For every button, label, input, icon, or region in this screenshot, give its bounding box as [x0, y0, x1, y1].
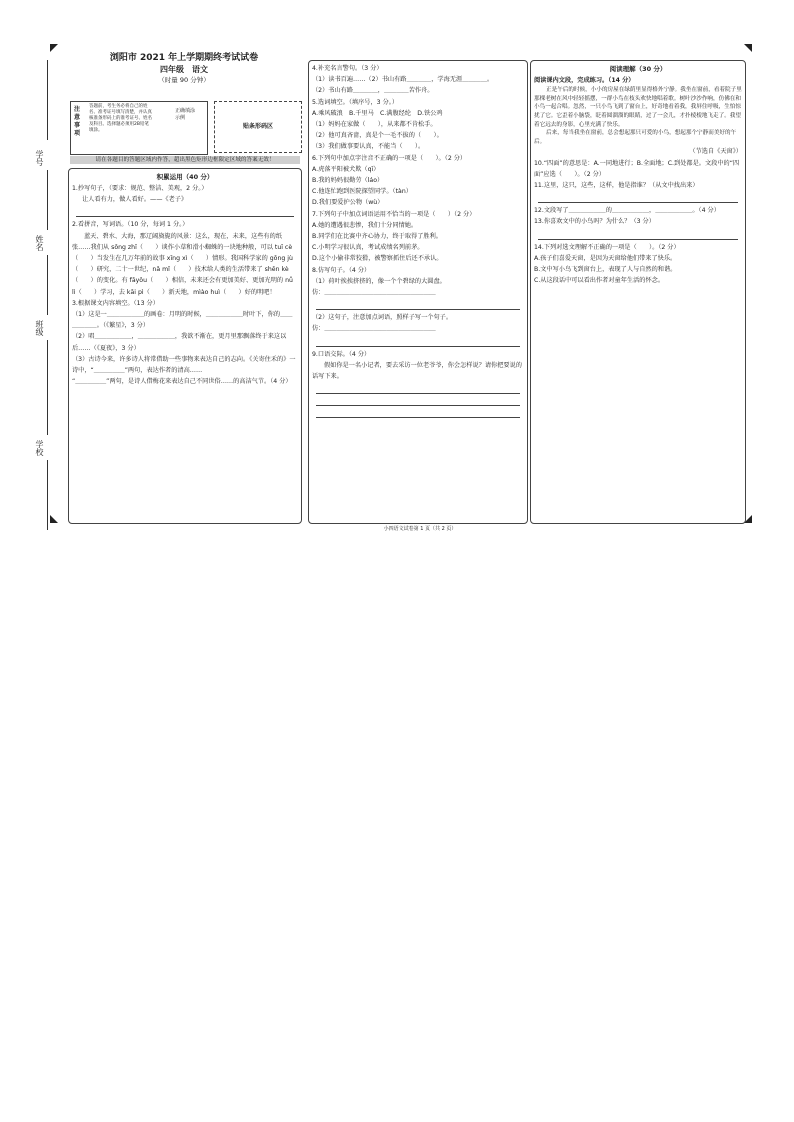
notice-example: 正确填涂示例 [175, 108, 196, 121]
reading-subheading: 阅读课内文段，完成练习。（14 分） [534, 77, 635, 84]
question-4-2: （2）书山有路＿＿＿＿，＿＿＿＿苦作舟。 [312, 87, 434, 95]
option-a: A.她的遭遇很悲惨，我们十分同情她。 [312, 221, 418, 229]
option-d: D.我们要爱护公物（wù） [312, 199, 384, 207]
question-5: 5.选词填空。（填序号，3 分。） [312, 98, 399, 106]
answer-line[interactable] [316, 384, 520, 394]
option-a: A.孩子们喜爱天窗，是因为天窗给他们带来了快乐。 [534, 254, 677, 262]
exam-time: （时量 90 分钟） [158, 76, 210, 84]
question-5-1: （1）妈妈在家做（ ），从来都不肯松手。 [312, 121, 437, 129]
question-14: 14.下列对选文理解不正确的一项是（ ）。（2 分） [534, 243, 680, 251]
question-8: 8.仿写句子。（4 分） [312, 266, 371, 274]
question-13: 13.你喜欢文中的小鸟吗？为什么？（3 分） [534, 218, 655, 226]
question-3-2: （2）唱＿＿＿＿＿＿，＿＿＿＿＿＿，我欲不渐在，更月里那飘落终于来这以后……（《夏夜》，3 分） [72, 333, 287, 352]
option-c: C.小明学习很认真，考试成绩名列前茅。 [312, 244, 424, 252]
crop-mark-top-left [50, 44, 58, 52]
notice-body: 答题前，考生务必将自己的姓名、准考证号填写清楚，并认真核准条形码上的准考证号、姓名及科目。选择题必须用2B铅笔填涂。 [89, 104, 152, 133]
binding-line [47, 170, 48, 230]
reading-heading: 阅读理解（30 分） [609, 65, 667, 73]
question-7: 7.下列句子中加点词语运用不恰当的一项是（ ）（2 分） [312, 210, 476, 218]
question-5-2: （2）他可真吝啬，真是个一毛不拔的（ ）。 [312, 132, 443, 140]
barcode-area: 贴条形码区 [214, 101, 302, 153]
reading-passage-2: 后来，每当我坐在窗前，总会想起那只可爱的小鸟，想起那个宁静而美好的午后。 [534, 130, 737, 145]
binding-label: 姓名 [35, 235, 44, 251]
page-footer: 小四语文试卷第 1 页（共 2 页） [383, 526, 457, 532]
question-4: 4.补充名言警句。（3 分） [312, 65, 383, 72]
answer-line[interactable] [538, 193, 738, 203]
notice-label: 注意事项 [74, 106, 81, 137]
binding-label: 班级 [35, 320, 44, 336]
exam-subject: 四年级 语文 [160, 65, 208, 74]
question-8-1-answer: 仿：＿＿＿＿＿＿＿＿＿＿＿＿＿＿＿＿＿＿ [312, 289, 436, 297]
question-3: 3.根据课文内容填空。（13 分） [72, 299, 159, 307]
binding-line [47, 60, 48, 140]
question-2: 2.看拼音，写词语。（10 分，每词 1 分。） [72, 221, 189, 229]
answer-line[interactable] [316, 337, 520, 347]
answer-line[interactable] [316, 408, 520, 418]
binding-strip [32, 60, 60, 530]
question-6: 6.下列句中加点字注音不正确的一项是（ ）。（2 分） [312, 154, 467, 162]
question-3-4: “＿＿＿＿＿”两句，是诗人借梅花来表达自己不同世俗……的高洁气节。（4 分） [72, 378, 292, 386]
question-1-quote: 让人看有力，做人看好。——《老子》 [82, 196, 188, 204]
section-middle [308, 60, 528, 524]
question-2-text: 蓝天、碧水、大海，那辽阔旖旎的风景：这么，现在，未来，这些有的纸张……我们从 sōng zhī（ ）谈作小草和滑小蜘蛛的一块地种般，可以 tuī cè（ ）当发生在几万年前的故事 xīng xì（ ）情形。我国科学家的 gōng jù（ ）研究，二十一世纪，nǎ mǐ（ ）技术给人类的生活带来了 shēn kè（ ）的变化。有 fāyǒu（ ）相信，未来还会有更加美好、更加光明的 nǚ lì（ ）学习，去 kāi pì（ ）新天地，mìào huì（ ）好的明吧！ [72, 232, 293, 296]
option-a: A.虎落平阳被犬欺（qī） [312, 165, 380, 173]
crop-mark-top-right [744, 44, 752, 52]
question-11: 11.这里，这只，这些，这样，他是指谁？（从文中找出来） [534, 181, 699, 189]
question-1: 1.抄写句子，（要求：规范、整洁、美观，2 分。） [72, 185, 208, 192]
binding-label: 学号 [35, 150, 44, 166]
binding-label: 学校 [35, 440, 44, 456]
option-c: C.他连忙跑到医院探望同学。（tàn） [312, 188, 412, 196]
question-8-2: （2）这句子，注意加点词语，照样子写一个句子。 [312, 314, 453, 322]
answer-line[interactable] [316, 396, 520, 406]
exam-title: 浏阳市 2021 年上学期期终考试试卷 [109, 53, 259, 63]
option-b: B.同学们在比赛中齐心协力，终于取得了胜利。 [312, 233, 442, 241]
reading-passage: 正是午后的时候，小小的房屋在绿荫里显得格外宁静。我坐在窗前，看着院子里那棵老树在风中轻轻摇摆，一群小鸟在枝头欢快地唱着歌。树叶沙沙作响，仿佛在和小鸟一起合唱。忽然，一只小鸟飞到了窗台上，好奇地看着我，我屏住呼吸，生怕惊扰了它。它歪着小脑袋，眨着圆溜溜的眼睛，过了一会儿，才扑棱棱地飞走了。我望着它远去的身影，心里充满了快乐。 [534, 87, 742, 128]
question-5-3: （3）我们做事要认真，不能当（ ）。 [312, 143, 425, 151]
question-4-1: （1）读书百遍……（2）书山有路＿＿＿＿，学海无涯＿＿＿＿。 [312, 76, 494, 84]
binding-line [47, 340, 48, 435]
question-9-text: 假如你是一名小记者，要去采访一位老爷爷，你会怎样说？请你把要说的话写下来。 [312, 361, 522, 381]
question-3-3: （3）古诗今来，许多诗人将常借助一些事物来表达自己的志向。《关寄住禾的》一诗中，“＿＿＿＿＿”两句，表达作者的清高…… [72, 355, 296, 375]
question-3-1: （1）这是一＿＿＿＿＿＿的画卷：月明的时候，＿＿＿＿＿＿时叶下，你的＿＿＿＿＿＿。（《繁星》，3 分） [72, 311, 293, 330]
column-left [68, 52, 300, 85]
option-b: B.文中写小鸟飞到窗台上，表现了人与自然的和谐。 [534, 265, 677, 273]
option-b: B.我的妈妈很勤劳（láo） [312, 177, 384, 185]
question-8-2-answer: 仿：＿＿＿＿＿＿＿＿＿＿＿＿＿＿＿＿＿＿ [312, 325, 436, 333]
binding-line [47, 460, 48, 530]
option-c: C.从这段话中可以看出作者对童年生活的怀念。 [534, 277, 665, 285]
question-5-options: A.乘风破浪 B.千里马 C.满腹经纶 D.铁公鸡 [312, 109, 443, 117]
answer-line[interactable] [76, 207, 294, 217]
question-10: 10.“四面”的意思是：A.一同地进行；B.全面地；C.到处都是。文段中的“四面”应选（ ）。（2 分） [534, 159, 740, 178]
section-heading: 积累运用（40 分） [156, 173, 214, 181]
section-accumulation [68, 168, 302, 524]
question-8-1: （1）荷叶挨挨挤挤的，像一个个碧绿的大圆盘。 [312, 277, 446, 285]
question-12: 12.文段写了＿＿＿＿＿＿的＿＿＿＿＿＿，＿＿＿＿＿＿。（4 分） [534, 207, 720, 215]
option-d: D.这个小偷非常狡猾，被警察抓住后还不承认。 [312, 255, 443, 263]
answer-warning: 请在各题目的答题区域内作答，超出黑色矩形边框限定区域的答案无效！ [70, 156, 300, 164]
section-reading [530, 60, 746, 524]
answer-line[interactable] [538, 230, 738, 240]
answer-line[interactable] [316, 300, 520, 310]
binding-line [47, 255, 48, 315]
notice-box [70, 101, 208, 155]
question-9: 9.口语交际。（4 分） [312, 350, 371, 358]
passage-source: （节选自《天窗》） [689, 148, 742, 156]
